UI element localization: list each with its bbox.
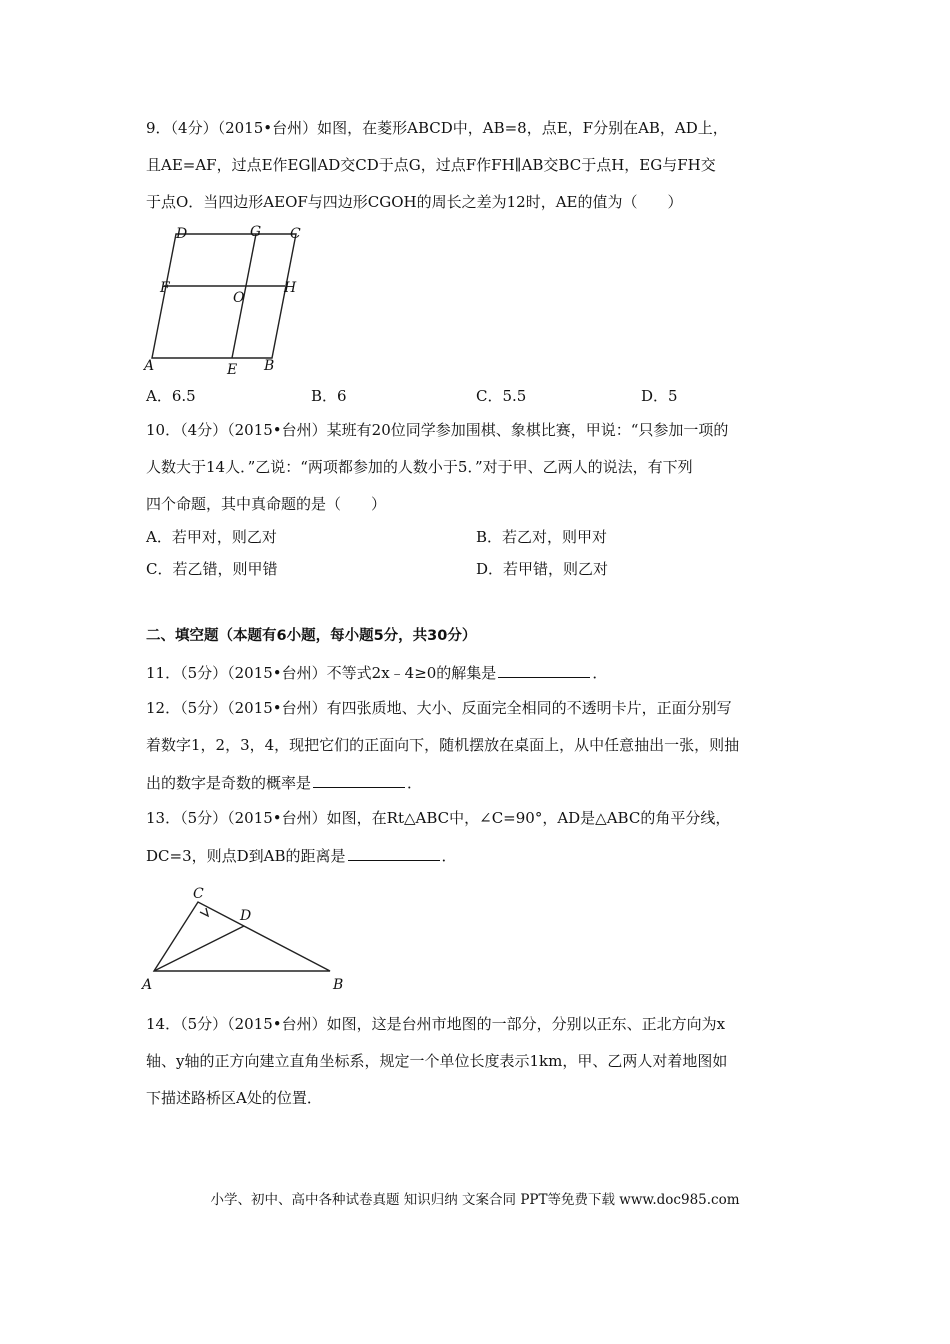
q11-text: 11．（5分）（2015•台州）不等式2x﹣4≥0的解集是 bbox=[146, 664, 497, 682]
q11-answer-blank[interactable] bbox=[498, 662, 590, 678]
label-c: C bbox=[193, 886, 204, 902]
label-a: A bbox=[144, 358, 155, 374]
rhombus-figure bbox=[140, 220, 310, 380]
q14-line-1: 14．（5分）（2015•台州）如图，这是台州市地图的一部分，分别以正东、正北方向为x bbox=[146, 1015, 726, 1033]
q9-option-b: B．6 bbox=[311, 387, 347, 405]
q12-line-3 bbox=[146, 772, 422, 793]
q12-answer-blank[interactable] bbox=[313, 772, 405, 788]
q13-text-end: DC=3，则点D到AB的距离是 bbox=[146, 847, 346, 865]
q10-option-a: A．若甲对，则乙对 bbox=[146, 528, 277, 546]
label-d: D bbox=[176, 226, 188, 242]
q9-option-d: D．5 bbox=[641, 387, 678, 405]
label-b: B bbox=[333, 977, 344, 993]
q11-end: ． bbox=[592, 664, 608, 682]
q12-end: ． bbox=[407, 774, 423, 792]
label-c: C bbox=[290, 226, 301, 242]
label-e: E bbox=[227, 362, 238, 378]
q13-line-1: 13．（5分）（2015•台州）如图，在Rt△ABC中，∠C=90°，AD是△ABC的角平分线， bbox=[146, 809, 731, 827]
q9-option-c: C．5.5 bbox=[476, 387, 527, 405]
page-footer: 小学、初中、高中各种试卷真题 知识归纳 文案合同 PPT等免费下载 www.doc985.com bbox=[210, 1192, 740, 1208]
label-a: A bbox=[142, 977, 153, 993]
q10-line-1: 10．（4分）（2015•台州）某班有20位同学参加围棋、象棋比赛，甲说：“只参加一项的 bbox=[146, 421, 729, 439]
section-2-heading: 二、填空题（本题有6小题，每小题5分，共30分） bbox=[146, 628, 477, 644]
label-b: B bbox=[264, 358, 275, 374]
label-f: F bbox=[160, 280, 170, 296]
label-d: D bbox=[240, 908, 252, 924]
q11-line bbox=[146, 662, 607, 683]
q13-line-2 bbox=[146, 845, 457, 866]
q9-line-1: 9．（4分）（2015•台州）如图，在菱形ABCD中，AB=8，点E，F分别在AB，AD上， bbox=[146, 119, 728, 137]
q12-line-2: 着数字1，2，3，4，现把它们的正面向下，随机摆放在桌面上，从中任意抽出一张，则抽 bbox=[146, 736, 740, 754]
q14-line-3: 下描述路桥区A处的位置． bbox=[146, 1089, 322, 1107]
q10-line-2: 人数大于14人．”乙说：“两项都参加的人数小于5．”对于甲、乙两人的说法，有下列 bbox=[146, 458, 693, 476]
q9-line-2: 且AE=AF，过点E作EG∥AD交CD于点G，过点F作FH∥AB交BC于点H，EG与FH交 bbox=[146, 156, 716, 174]
q10-option-b: B．若乙对，则甲对 bbox=[476, 528, 608, 546]
right-angle-mark bbox=[200, 908, 208, 916]
segment-ad bbox=[154, 926, 244, 971]
rhombus-abcd bbox=[152, 234, 296, 358]
label-g: G bbox=[250, 224, 262, 240]
q12-text-end: 出的数字是奇数的概率是 bbox=[146, 774, 312, 792]
q12-line-1: 12．（5分）（2015•台州）有四张质地、大小、反面完全相同的不透明卡片，正面分别写 bbox=[146, 699, 732, 717]
q10-option-d: D．若甲错，则乙对 bbox=[476, 560, 609, 578]
q10-line-3: 四个命题，其中真命题的是（ ） bbox=[146, 495, 387, 513]
q9-option-a: A．6.5 bbox=[146, 387, 196, 405]
q10-option-c: C．若乙错，则甲错 bbox=[146, 560, 278, 578]
label-h: H bbox=[284, 280, 297, 296]
q9-line-3: 于点O．当四边形AEOF与四边形CGOH的周长之差为12时，AE的值为（ ） bbox=[146, 193, 683, 211]
label-o: O bbox=[233, 290, 245, 306]
q13-answer-blank[interactable] bbox=[348, 845, 440, 861]
q13-end: ． bbox=[441, 847, 457, 865]
q14-line-2: 轴、y轴的正方向建立直角坐标系，规定一个单位长度表示1km，甲、乙两人对着地图如 bbox=[146, 1052, 728, 1070]
triangle-figure bbox=[140, 880, 355, 995]
